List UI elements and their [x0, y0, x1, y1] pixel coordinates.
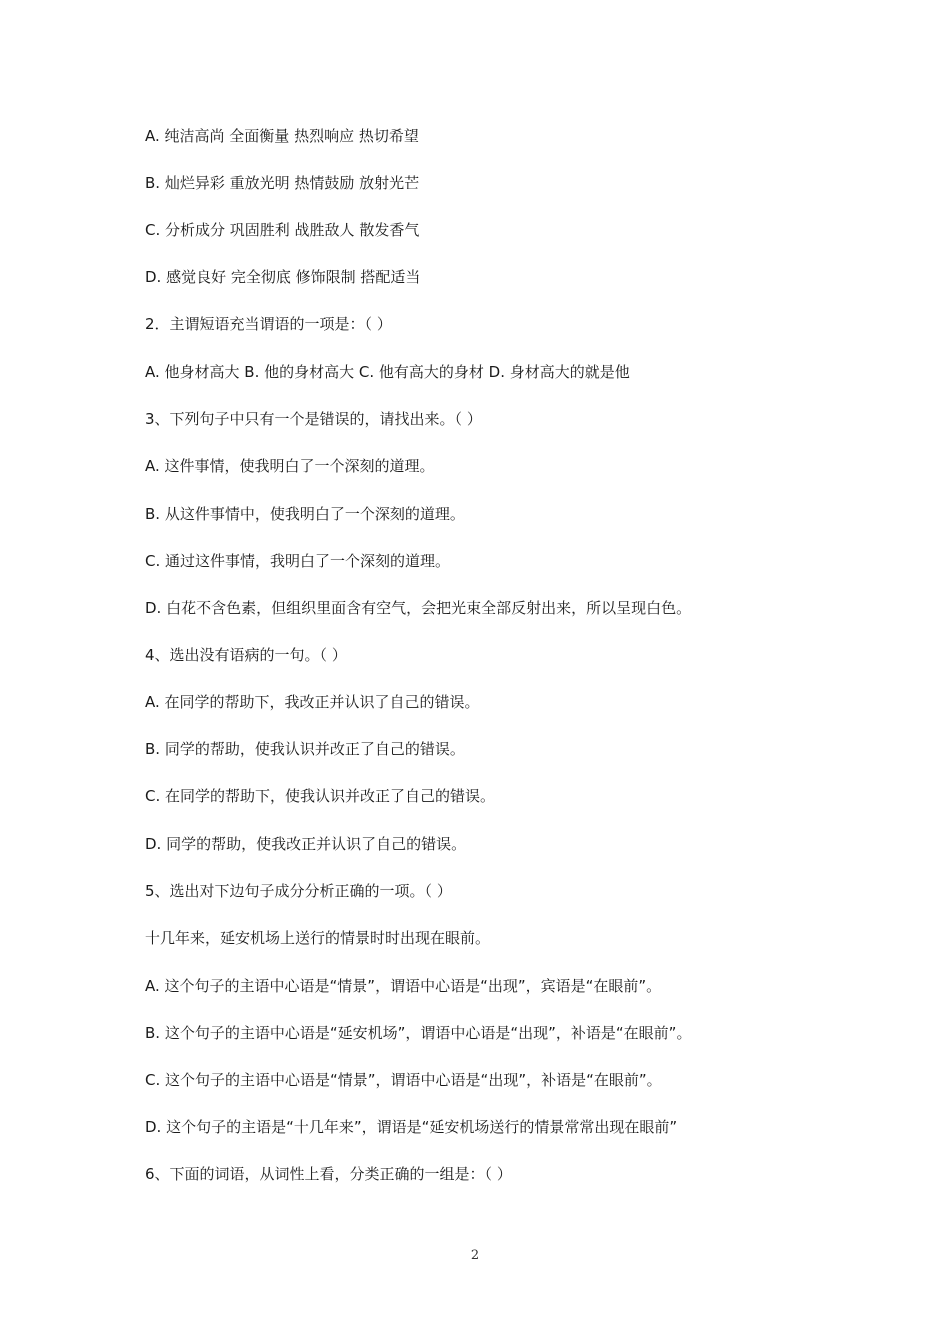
option-line: D. 这个句子的主语是“十几年来”，谓语是“延安机场送行的情景常常出现在眼前”	[145, 1118, 678, 1136]
option-line: C. 分析成分 巩固胜利 战胜敌人 散发香气	[145, 221, 420, 239]
option-line: D. 感觉良好 完全彻底 修饰限制 搭配适当	[145, 268, 421, 286]
option-line: B. 从这件事情中，使我明白了一个深刻的道理。	[145, 505, 465, 523]
option-line: D. 白花不含色素，但组织里面含有空气，会把光束全部反射出来，所以呈现白色。	[145, 599, 692, 617]
option-line: B. 灿烂异彩 重放光明 热情鼓励 放射光芒	[145, 174, 420, 192]
question-line: 6、下面的词语，从词性上看，分类正确的一组是：（ ）	[145, 1165, 512, 1183]
question-line: 2．主谓短语充当谓语的一项是：（ ）	[145, 315, 392, 333]
option-line: A. 他身材高大 B. 他的身材高大 C. 他有高大的身材 D. 身材高大的就是他	[145, 363, 630, 381]
option-line: C. 在同学的帮助下，使我认识并改正了自己的错误。	[145, 787, 496, 805]
option-line: A. 在同学的帮助下，我改正并认识了自己的错误。	[145, 693, 480, 711]
option-line: A. 纯洁高尚 全面衡量 热烈响应 热切希望	[145, 127, 419, 145]
page-number: 2	[470, 1248, 480, 1263]
question-line: 5、选出对下边句子成分分析正确的一项。（ ）	[145, 882, 452, 900]
option-line: A. 这件事情，使我明白了一个深刻的道理。	[145, 457, 435, 475]
option-line: A. 这个句子的主语中心语是“情景”，谓语中心语是“出现”，宾语是“在眼前”。	[145, 977, 662, 995]
option-line: C. 通过这件事情，我明白了一个深刻的道理。	[145, 552, 451, 570]
option-line: C. 这个句子的主语中心语是“情景”，谓语中心语是“出现”，补语是“在眼前”。	[145, 1071, 662, 1089]
option-line: D. 同学的帮助，使我改正并认识了自己的错误。	[145, 835, 467, 853]
question-line: 3、下列句子中只有一个是错误的，请找出来。（ ）	[145, 410, 482, 428]
option-line: B. 这个句子的主语中心语是“延安机场”，谓语中心语是“出现”，补语是“在眼前”。	[145, 1024, 692, 1042]
option-line: B. 同学的帮助，使我认识并改正了自己的错误。	[145, 740, 465, 758]
example-sentence: 十几年来，延安机场上送行的情景时时出现在眼前。	[145, 929, 491, 947]
question-line: 4、选出没有语病的一句。（ ）	[145, 646, 347, 664]
